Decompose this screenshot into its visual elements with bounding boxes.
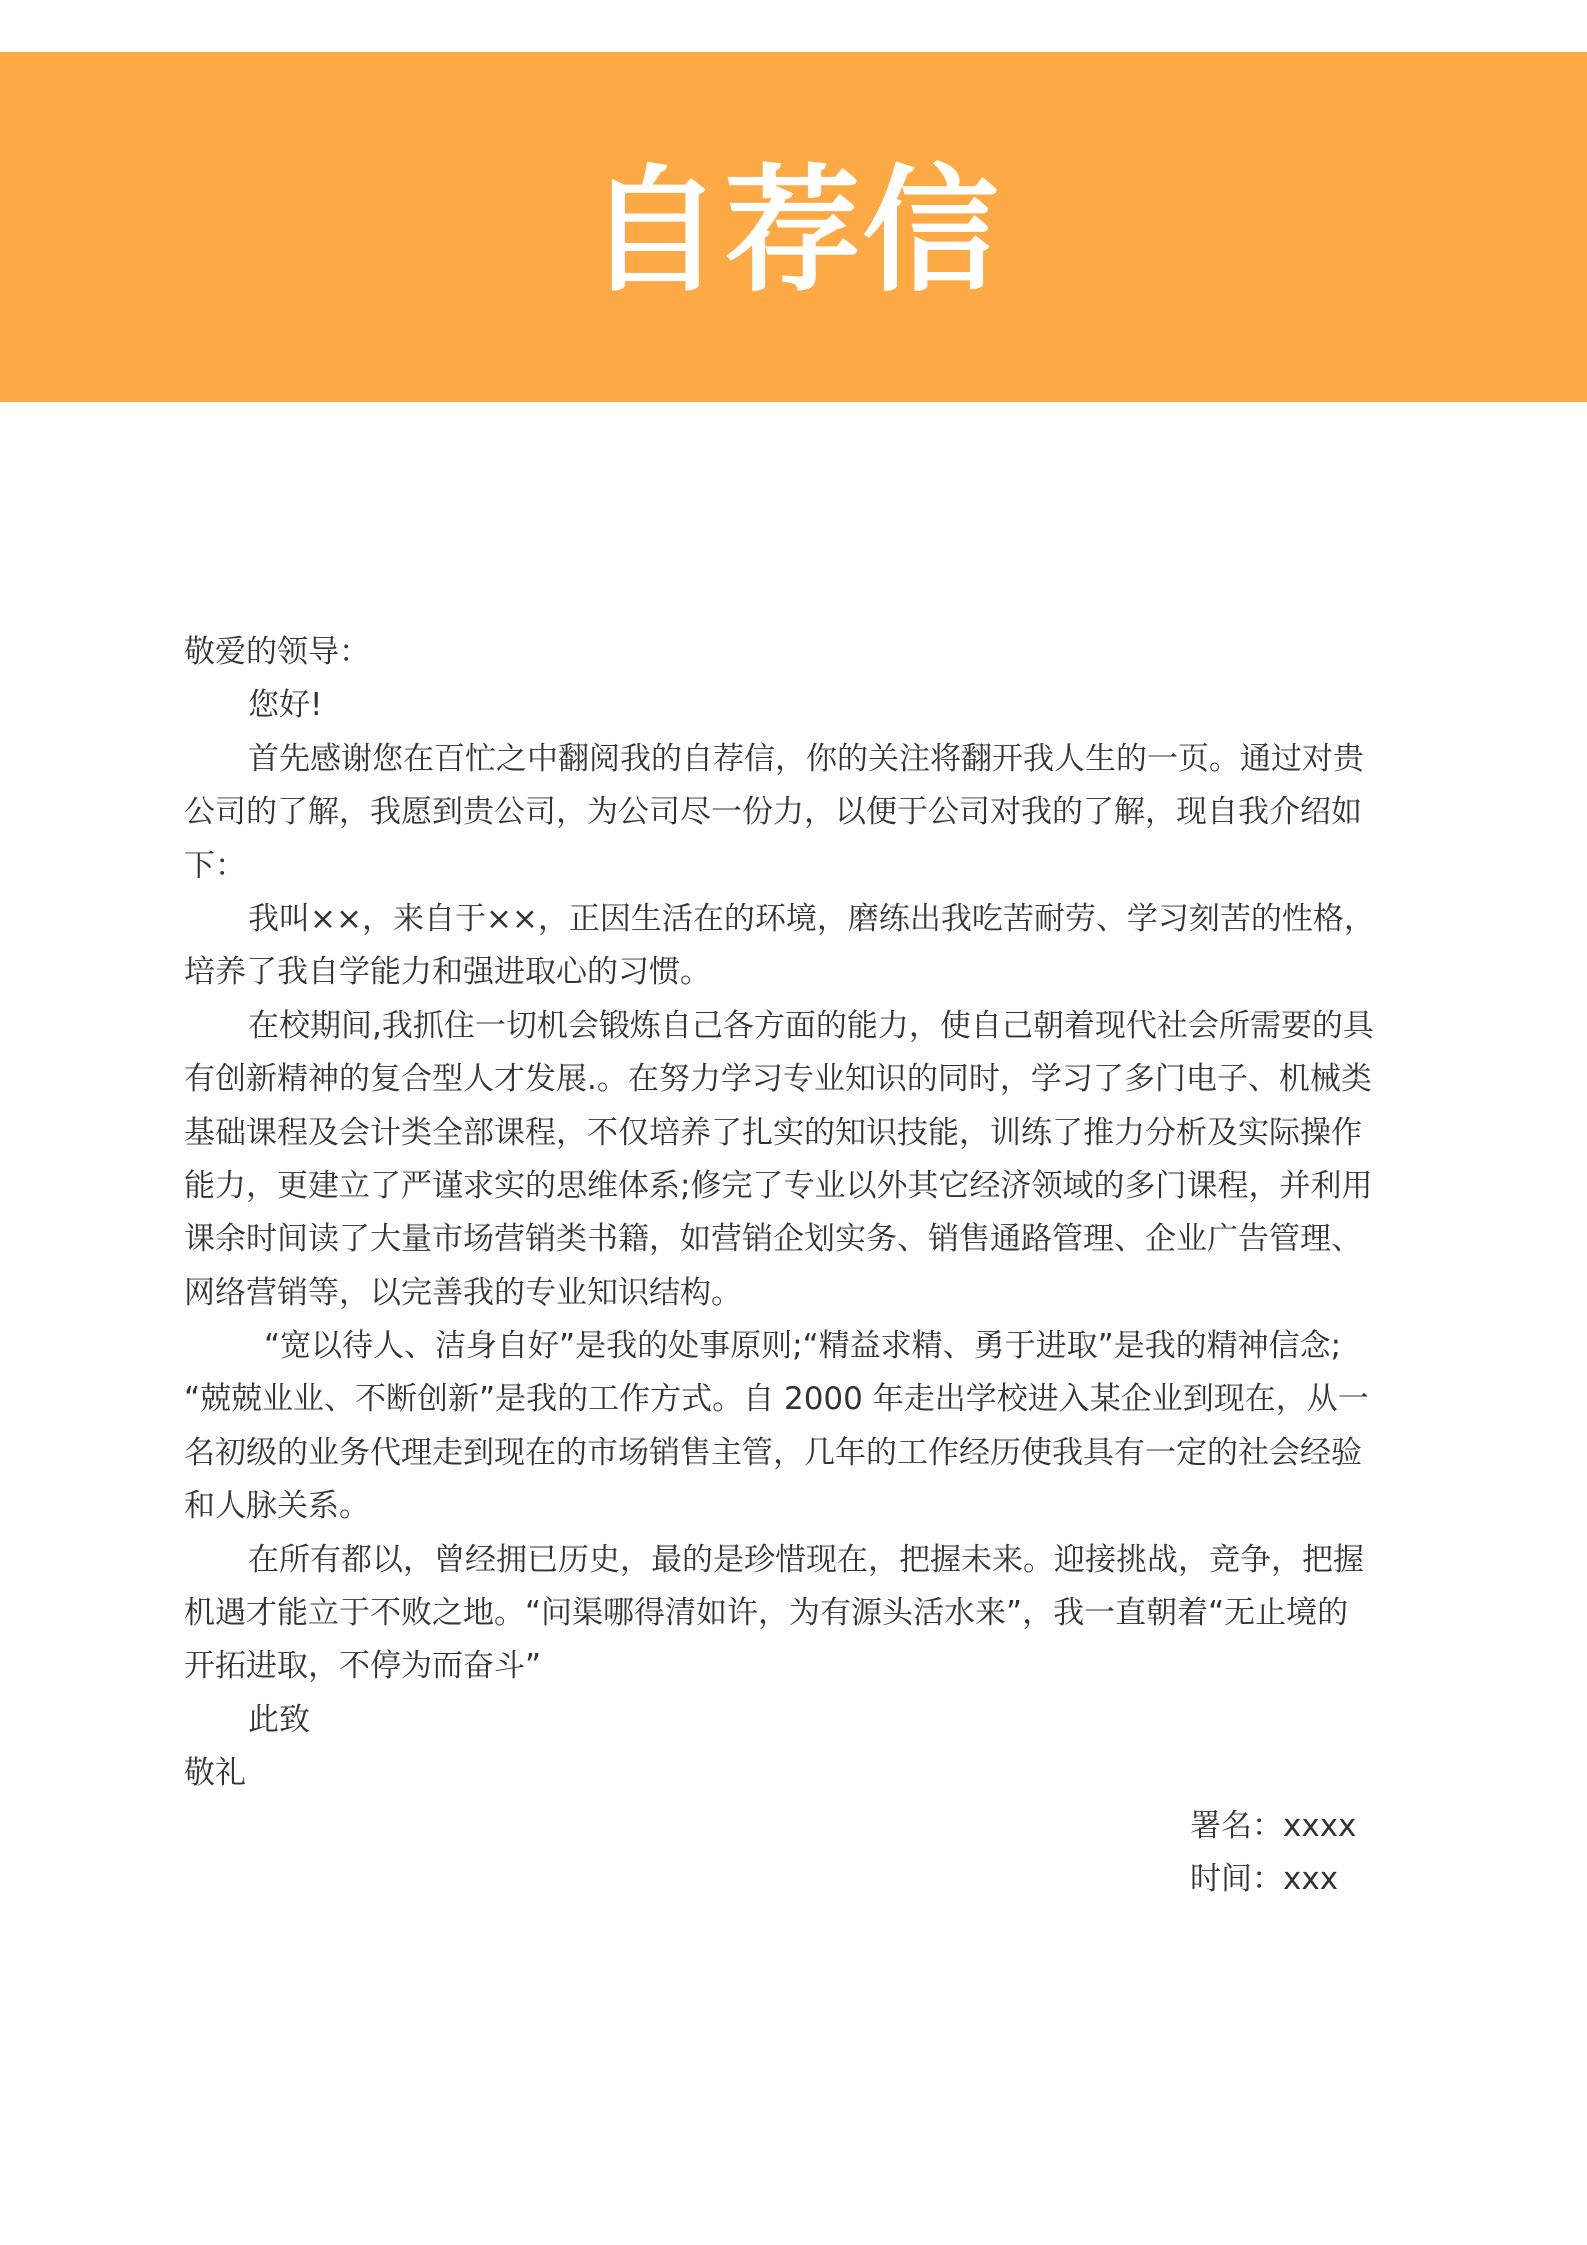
paragraph-line: 首先感谢您在百忙之中翻阅我的自荐信，你的关注将翻开我人生的一页。通过对贵: [248, 740, 1364, 777]
paragraph-line: 在所有都以，曾经拥已历史，最的是珍惜现在，把握未来。迎接挑战，竞争，把握: [248, 1541, 1364, 1578]
paragraph-line: 机遇才能立于不败之地。“问渠哪得清如许，为有源头活水来”，我一直朝着“无止境的: [184, 1595, 1349, 1632]
closing-regards: 此致: [248, 1701, 310, 1738]
paragraph-line: “兢兢业业、不断创新”是我的工作方式。自 2000 年走出学校进入某企业到现在，从一: [184, 1381, 1369, 1418]
letter-body: [184, 626, 1410, 1801]
paragraph-line: 我叫××，来自于××，正因生活在的环境，磨练出我吃苦耐劳、学习刻苦的性格，: [248, 900, 1375, 937]
header-banner: [0, 52, 1587, 402]
paragraph-line: 公司的了解，我愿到贵公司，为公司尽一份力，以便于公司对我的了解，现自我介绍如: [184, 794, 1362, 831]
salutation: 敬爱的领导：: [184, 634, 370, 670]
paragraph-line: 有创新精神的复合型人才发展.。在努力学习专业知识的同时，学习了多门电子、机械类: [184, 1061, 1372, 1098]
paragraph-line: 网络营销等，以完善我的专业知识结构。: [184, 1274, 742, 1311]
paragraph-line: 开拓进取，不停为而奋斗”: [184, 1648, 542, 1685]
paragraph-line: 能力，更建立了严谨求实的思维体系;修完了专业以外其它经济领域的多门课程，并利用: [184, 1167, 1373, 1204]
paragraph-line: 名初级的业务代理走到现在的市场销售主管，几年的工作经历使我具有一定的社会经验: [184, 1434, 1362, 1471]
closing-salute: 敬礼: [184, 1755, 246, 1792]
paragraph-line: 和人脉关系。: [184, 1488, 370, 1525]
paragraph-line: 在校期间,我抓住一切机会锻炼自己各方面的能力，使自己朝着现代社会所需要的具: [248, 1007, 1374, 1044]
paragraph-line: 下：: [184, 847, 246, 884]
document-title: 自荐信: [586, 153, 1001, 311]
paragraph-line: 课余时间读了大量市场营销类书籍，如营销企划实务、销售通路管理、企业广告管理、: [184, 1221, 1362, 1258]
greeting: 您好!: [248, 687, 323, 724]
paragraph-line: “宽以待人、洁身自好”是我的处事原则;“精益求精、勇于进取”是我的精神信念;: [264, 1328, 1342, 1365]
signature-block: [1190, 1800, 1356, 1907]
paragraph-line: 基础课程及会计类全部课程，不仅培养了扎实的知识技能，训练了推力分析及实际操作: [184, 1114, 1362, 1151]
signature-name: 署名：xxxx: [1190, 1808, 1357, 1844]
paragraph-line: 培养了我自学能力和强进取心的习惯。: [184, 954, 711, 991]
signature-date: 时间：xxx: [1190, 1861, 1339, 1898]
